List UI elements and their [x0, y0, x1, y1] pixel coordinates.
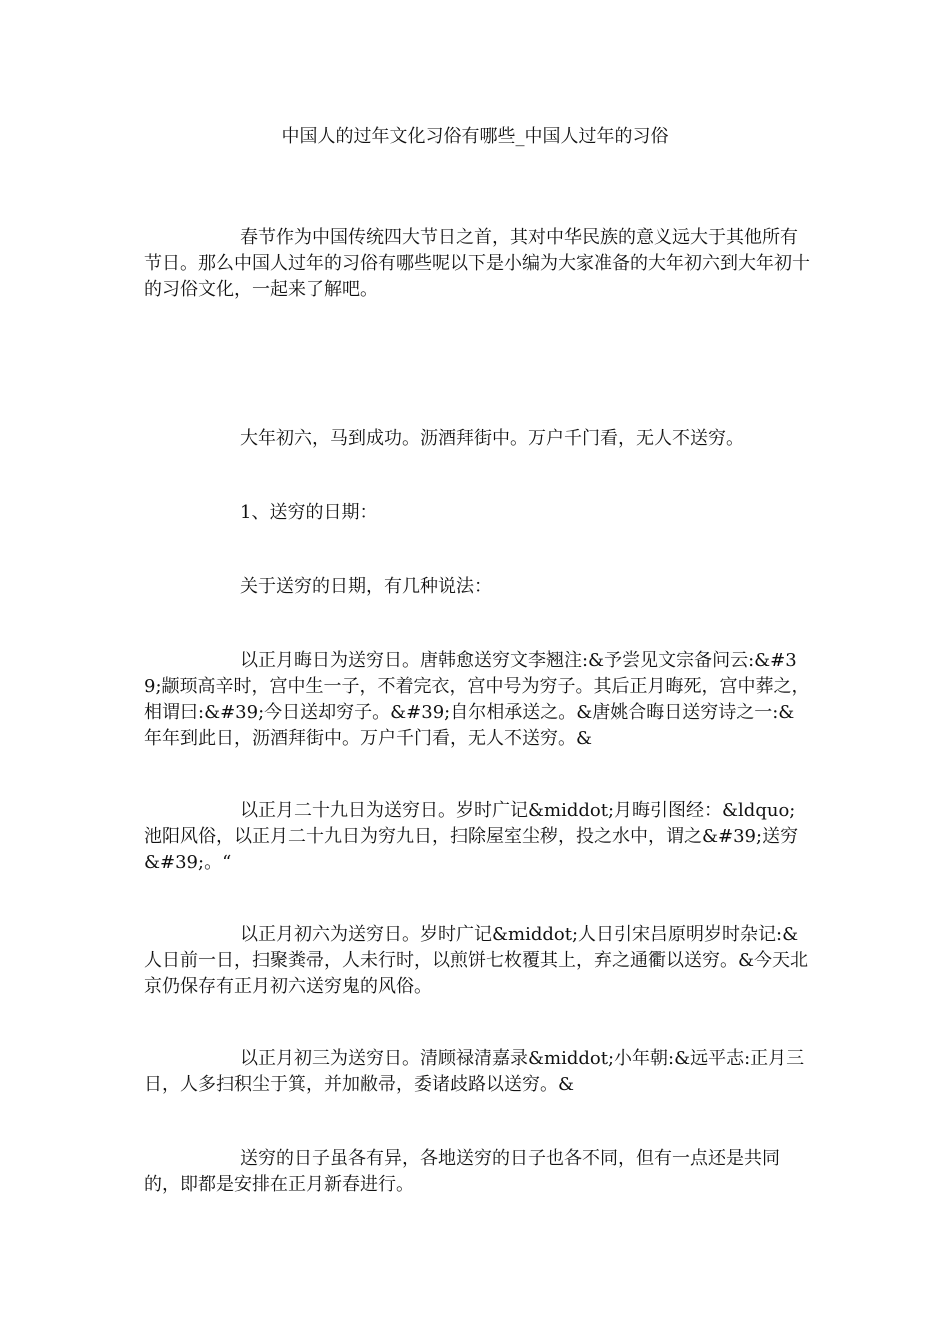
paragraph-6th-day: 以正月初六为送穷日。岁时广记&middot;人日引宋吕原明岁时杂记:&人日前一日，扫聚粪帚，人未行时，以煎饼七枚覆其上，弃之通衢以送穷。&今天北京仍保存有正月初六送穷鬼的风俗。 [144, 924, 809, 997]
paragraph-last-day: 以正月晦日为送穷日。唐韩愈送穷文李翘注:&予尝见文宗备问云:&#39;颛顼高辛时，宫中生一子，不着完衣，宫中号为穷子。其后正月晦死，宫中葬之，相谓曰:&#39;今日送却穷子。&#39;自尔相承送之。&唐姚合晦日送穷诗之一:&年年到此日，沥酒拜街中。万户千门看，无人不送穷。& [144, 650, 810, 749]
paragraph-conclusion: 送穷的日子虽各有异，各地送穷的日子也各不同，但有一点还是共同的，即都是安排在正月新春进行。 [144, 1148, 780, 1195]
document-title: 中国人的过年文化习俗有哪些_中国人过年的习俗 [281, 126, 669, 147]
intro-paragraph: 春节作为中国传统四大节日之首，其对中华民族的意义远大于其他所有节日。那么中国人过年的习俗有哪些呢以下是小编为大家准备的大年初六到大年初十的习俗文化，一起来了解吧。 [144, 227, 810, 300]
section-heading-dates: 1、送穷的日期： [240, 502, 378, 523]
paragraph-29th-day: 以正月二十九日为送穷日。岁时广记&middot;月晦引图经：&ldquo;池阳风俗，以正月二十九日为穷九日，扫除屋室尘秽，投之水中，谓之&#39;送穷&#39;。“ [144, 800, 799, 873]
paragraph-dates-intro: 关于送穷的日期，有几种说法： [240, 576, 492, 597]
paragraph-3rd-day: 以正月初三为送穷日。清顾禄清嘉录&middot;小年朝:&远平志:正月三日，人多扫积尘于箕，并加敝帚，委诸歧路以送穷。& [144, 1048, 805, 1095]
paragraph-day-six: 大年初六，马到成功。沥酒拜街中。万户千门看，无人不送穷。 [240, 428, 744, 449]
